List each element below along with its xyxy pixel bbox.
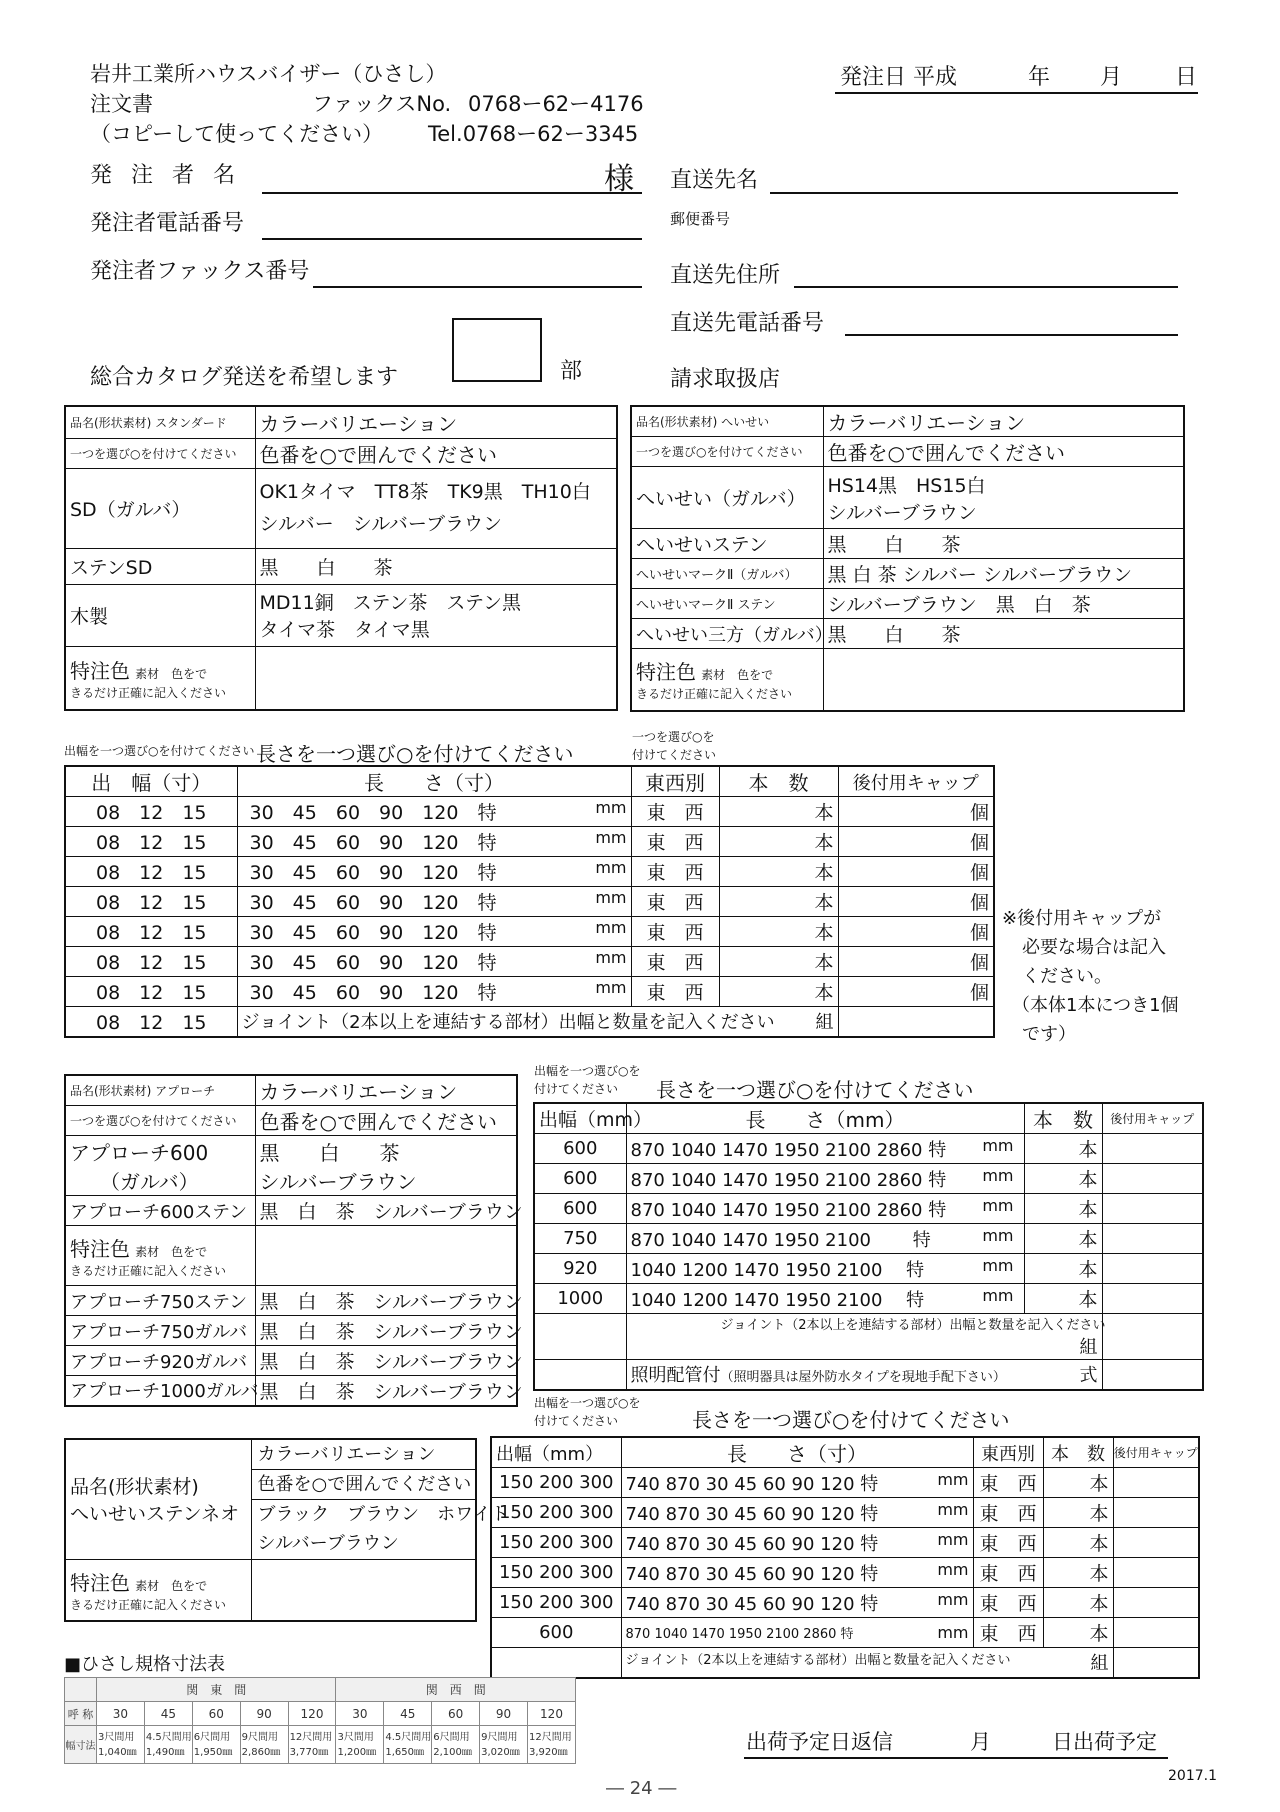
ship-month: 月 (970, 1730, 991, 1754)
ss2-length-options[interactable]: 1040 1200 1470 1950 2100 特 mm (626, 1284, 1024, 1314)
ss3-dir-options[interactable]: 東 西 (973, 1528, 1043, 1558)
ss2-cap-field[interactable] (1102, 1134, 1203, 1164)
table-row (65, 947, 994, 977)
orderer-fax-field[interactable] (313, 286, 642, 288)
ss2-cap-field[interactable] (1102, 1284, 1203, 1314)
table-row (491, 1468, 1199, 1498)
ss1-qty-field[interactable]: 本 (719, 827, 838, 857)
ss1-length-options[interactable]: 30 45 60 90 120 特 mm (237, 827, 631, 857)
neo-name: 品名(形状素材) へいせいステンネオ (65, 1439, 251, 1559)
order-month: 月 (1100, 65, 1123, 90)
table-row (491, 1528, 1199, 1558)
ss3-cap-field[interactable] (1113, 1468, 1199, 1498)
ss3-note-width1: 出幅を一つ選び○を (534, 1396, 641, 1410)
ss3-h-width: 出幅（mm） (491, 1437, 621, 1468)
ss2-length-options[interactable]: 870 1040 1470 1950 2100 2860 特 mm (626, 1134, 1024, 1164)
direct-tel-label: 直送先電話番号 (670, 311, 825, 336)
ss2-qty-field[interactable]: 本 (1024, 1224, 1102, 1254)
ss3-width-options[interactable]: 150 200 300 (491, 1468, 621, 1498)
ss2-qty-field[interactable]: 本 (1024, 1164, 1102, 1194)
ss3-row6-width[interactable]: 600 (491, 1618, 621, 1648)
table-row (65, 977, 994, 1007)
ss2-width[interactable]: 600 (534, 1164, 626, 1194)
ss1-width-options[interactable]: 08 12 15 (65, 857, 237, 887)
spec-size-cell: 4.5尺間用 1,650㎜ (384, 1726, 432, 1764)
ss2-width[interactable]: 1000 (534, 1284, 626, 1314)
ss2-note-length: 長さを一つ選び○を付けてください (656, 1078, 974, 1102)
ss2-length-options[interactable]: 870 1040 1470 1950 2100 2860 特 mm (626, 1194, 1024, 1224)
hs-special-field[interactable] (823, 649, 1184, 711)
ss1-width-options[interactable]: 08 12 15 (65, 827, 237, 857)
ss1-cap-field[interactable]: 個 (838, 857, 994, 887)
table-row (491, 1588, 1199, 1618)
version: 2017.1 (1168, 1768, 1217, 1784)
ss1-width-options[interactable]: 08 12 15 (65, 917, 237, 947)
ss1-note-dir2: 付けてください (632, 748, 717, 762)
table-row (534, 1224, 1203, 1254)
approach-table (64, 1074, 523, 1407)
ss1-dir-options[interactable]: 東 西 (631, 797, 719, 827)
std-sub-name: 一つを選び○を付けてください (65, 438, 255, 468)
spec-name-cell: 90 (240, 1702, 288, 1726)
spec-size-cell: 12尺間用 3,770㎜ (288, 1726, 336, 1764)
table-row (534, 1254, 1203, 1284)
sama-suffix: 様 (604, 162, 634, 197)
ss1-h-width: 出 幅（寸） (65, 766, 237, 797)
ss3-cap-field[interactable] (1113, 1498, 1199, 1528)
catalog-label: 総合カタログ発送を希望します (90, 365, 399, 390)
ss1-length-options[interactable]: 30 45 60 90 120 特 mm (237, 977, 631, 1007)
ss2-qty-field[interactable]: 本 (1024, 1254, 1102, 1284)
hs-hdr-name: 品名(形状素材) へいせい (631, 406, 823, 437)
ss1-h-qty: 本 数 (719, 766, 838, 797)
ss3-length-options[interactable]: 740 870 30 45 60 90 120 特 mm (621, 1558, 973, 1588)
ap-row-600[interactable]: アプローチ600 （ガルバ） (65, 1136, 255, 1196)
sunshade1-table (64, 765, 995, 1038)
spec-haba: 幅寸法 (65, 1726, 97, 1764)
orderer-tel-label: 発注者電話番号 (90, 211, 245, 236)
ss2-cap-field[interactable] (1102, 1224, 1203, 1254)
ss1-cap-field[interactable]: 個 (838, 827, 994, 857)
ss3-note-length: 長さを一つ選び○を付けてください (692, 1408, 1010, 1432)
ss1-joint-label[interactable]: ジョイント（2本以上を連結する部材）出幅と数量を記入ください 組 (237, 1007, 838, 1037)
spec-size-cell: 6尺間用 2,100㎜ (432, 1726, 480, 1764)
table-row (534, 1194, 1203, 1224)
ss1-length-options[interactable]: 30 45 60 90 120 特 mm (237, 857, 631, 887)
ss3-cap-field[interactable] (1113, 1588, 1199, 1618)
std-row-wood-colors[interactable]: MD11銅 ステン茶 ステン黒 タイマ茶 タイマ黒 (255, 584, 617, 646)
hs-sub-name: 一つを選び○を付けてください (631, 437, 823, 467)
spec-title: ■ひさし規格寸法表 (64, 1654, 226, 1675)
ss2-qty-field[interactable]: 本 (1024, 1194, 1102, 1224)
spec-kanto: 関 東 間 (97, 1678, 336, 1702)
page-number: ― 24 ― (606, 1778, 677, 1799)
ss2-h-length: 長 さ（mm） (626, 1103, 1024, 1134)
ss3-width-options[interactable]: 150 200 300 (491, 1528, 621, 1558)
ss3-h-dir: 東西別 (973, 1437, 1043, 1468)
hs-row-galva-colors[interactable]: HS14黒 HS15白 シルバーブラウン (823, 467, 1184, 529)
ap-row-600sten-colors[interactable]: 黒 白 茶 シルバーブラウン (255, 1196, 517, 1226)
hs-special: 特注色 素材 色をで きるだけ正確に記入ください (631, 649, 823, 711)
ap-row-1000galva-colors[interactable]: 黒 白 茶 シルバーブラウン (255, 1376, 517, 1406)
hs-hdr-color: カラーバリエーション (823, 406, 1184, 437)
ss2-cap-field[interactable] (1102, 1254, 1203, 1284)
table-row (491, 1558, 1199, 1588)
table-row (65, 827, 994, 857)
sunshade2-table (533, 1102, 1204, 1391)
ss1-cap-field[interactable]: 個 (838, 887, 994, 917)
orderer-tel-field[interactable] (262, 238, 642, 240)
ss1-length-options[interactable]: 30 45 60 90 120 特 mm (237, 917, 631, 947)
orderer-name-label: 発 注 者 名 (90, 163, 241, 188)
std-hdr-name: 品名(形状素材) スタンダード (65, 406, 255, 438)
ss2-note-width1: 出幅を一つ選び○を (534, 1064, 641, 1078)
ss3-width-options[interactable]: 150 200 300 (491, 1498, 621, 1528)
ss2-light-label[interactable]: 照明配管付（照明器具は屋外防水タイプを現地手配下さい） 式 (626, 1360, 1102, 1390)
std-row-stensd-colors[interactable]: 黒 白 茶 (255, 548, 617, 584)
ss3-h-qty: 本 数 (1043, 1437, 1113, 1468)
orderer-fax-label: 発注者ファックス番号 (90, 259, 310, 284)
ss3-length-options[interactable]: 740 870 30 45 60 90 120 特 mm (621, 1588, 973, 1618)
ss1-qty-field[interactable]: 本 (719, 797, 838, 827)
direct-tel-field[interactable] (845, 334, 1178, 336)
ap-row-600sten[interactable]: アプローチ600ステン (65, 1196, 255, 1226)
ap-hdr-name: 品名(形状素材) アプローチ (65, 1075, 255, 1106)
order-day: 日 (1175, 65, 1198, 90)
spec-name-cell: 120 (528, 1702, 576, 1726)
ss1-qty-field[interactable]: 本 (719, 977, 838, 1007)
ss1-length-options[interactable]: 30 45 60 90 120 特 mm (237, 947, 631, 977)
ss2-width[interactable]: 750 (534, 1224, 626, 1254)
ss3-qty-field[interactable]: 本 (1043, 1498, 1113, 1528)
ss1-dir-options[interactable]: 東 西 (631, 977, 719, 1007)
hs-row-sten[interactable]: へいせいステン (631, 529, 823, 559)
table-row (534, 1164, 1203, 1194)
spec-name-cell: 120 (288, 1702, 336, 1726)
ss3-row6-dir[interactable]: 東 西 (973, 1618, 1043, 1648)
ss1-width-options[interactable]: 08 12 15 (65, 887, 237, 917)
standard-table (64, 405, 618, 711)
ap-row-600-colors[interactable]: 黒 白 茶 シルバーブラウン (255, 1136, 517, 1196)
spec-yobi: 呼 称 (65, 1702, 97, 1726)
ss2-h-qty: 本 数 (1024, 1103, 1102, 1134)
ship-date-field[interactable] (744, 1757, 1168, 1759)
ap-row-750galva-colors[interactable]: 黒 白 茶 シルバーブラウン (255, 1316, 517, 1346)
ss1-length-options[interactable]: 30 45 60 90 120 特 mm (237, 797, 631, 827)
neo-colors[interactable]: カラーバリエーション 色番を○で囲んでください ブラック ブラウン ホワイト シルバーブラウン (251, 1439, 476, 1559)
orderer-name-field[interactable] (262, 192, 642, 194)
table-row (534, 1284, 1203, 1314)
hs-row-mark2-sten-colors[interactable]: シルバーブラウン 黒 白 茶 (823, 589, 1184, 619)
spec-name-cell: 45 (144, 1702, 192, 1726)
spec-size-cell: 3尺間用 1,040㎜ (97, 1726, 145, 1764)
ss1-note-length: 長さを一つ選び○を付けてください (256, 742, 574, 766)
tel-number: Tel.0768ー62ー3345 (428, 122, 639, 146)
direct-name-field[interactable] (770, 192, 1178, 194)
order-year: 年 (1028, 65, 1051, 90)
ss1-cap-field[interactable]: 個 (838, 797, 994, 827)
ss1-note-dir1: 一つを選び○を (632, 730, 715, 744)
std-hdr-color: カラーバリエーション (255, 406, 617, 438)
ss2-width[interactable]: 920 (534, 1254, 626, 1284)
std-row-sd[interactable]: SD（ガルバ） (65, 468, 255, 548)
copy-note: （コピーして使ってください） (90, 122, 384, 146)
ap-special: 特注色 素材 色をで きるだけ正確に記入ください (65, 1226, 255, 1286)
direct-address-label: 直送先住所 (670, 263, 781, 288)
cap-side-note: ※後付用キャップが 必要な場合は記入 ください。 （本体1本につき1個 です） (1002, 908, 1179, 1045)
catalog-qty-box[interactable] (452, 318, 542, 382)
direct-name-label: 直送先名 (670, 168, 759, 193)
table-row (65, 887, 994, 917)
ss3-qty-field[interactable]: 本 (1043, 1528, 1113, 1558)
spec-name-cell: 60 (192, 1702, 240, 1726)
spec-size-cell: 9尺間用 2,860㎜ (240, 1726, 288, 1764)
std-special-field[interactable] (255, 646, 617, 710)
ap-row-920galva[interactable]: アプローチ920ガルバ (65, 1346, 255, 1376)
ss3-qty-field[interactable]: 本 (1043, 1558, 1113, 1588)
spec-name-cell: 45 (384, 1702, 432, 1726)
std-row-sd-colors[interactable]: OK1タイマ TT8茶 TK9黒 TH10白 シルバー シルバーブラウン (255, 468, 617, 548)
order-date-label: 発注日 平成 (840, 65, 957, 90)
ss3-dir-options[interactable]: 東 西 (973, 1468, 1043, 1498)
spec-table (64, 1677, 576, 1764)
ss3-length-options[interactable]: 740 870 30 45 60 90 120 特 mm (621, 1468, 973, 1498)
spec-size-cell: 6尺間用 1,950㎜ (192, 1726, 240, 1764)
ss3-row6-qty[interactable]: 本 (1043, 1618, 1113, 1648)
std-sub-color: 色番を○で囲んでください (255, 438, 617, 468)
ss3-length-options[interactable]: 740 870 30 45 60 90 120 特 mm (621, 1528, 973, 1558)
hs-row-sanpo[interactable]: へいせい三方（ガルバ） (631, 619, 823, 649)
ss2-note-width2: 付けてください (534, 1082, 619, 1096)
hs-sub-color: 色番を○で囲んでください (823, 437, 1184, 467)
ss1-qty-field[interactable]: 本 (719, 947, 838, 977)
ss2-cap-field[interactable] (1102, 1164, 1203, 1194)
ss2-h-cap: 後付用キャップ (1102, 1103, 1203, 1134)
ss1-dir-options[interactable]: 東 西 (631, 887, 719, 917)
ss2-length-options[interactable]: 1040 1200 1470 1950 2100 特 mm (626, 1254, 1024, 1284)
ss3-dir-options[interactable]: 東 西 (973, 1588, 1043, 1618)
ss1-width-options[interactable]: 08 12 15 (65, 947, 237, 977)
spec-size-cell: 3尺間用 1,200㎜ (336, 1726, 384, 1764)
spec-name-cell: 60 (432, 1702, 480, 1726)
ship-label: 出荷予定日返信 (746, 1730, 893, 1754)
hs-row-sten-colors[interactable]: 黒 白 茶 (823, 529, 1184, 559)
table-row (491, 1498, 1199, 1528)
ss3-dir-options[interactable]: 東 西 (973, 1498, 1043, 1528)
spec-size-cell: 12尺間用 3,920㎜ (528, 1726, 576, 1764)
catalog-bu: 部 (560, 359, 583, 384)
ss1-cap-field[interactable]: 個 (838, 917, 994, 947)
ss1-dir-options[interactable]: 東 西 (631, 917, 719, 947)
table-row (65, 917, 994, 947)
hs-row-mark2-galva-colors[interactable]: 黒 白 茶 シルバー シルバーブラウン (823, 559, 1184, 589)
hs-row-galva[interactable]: へいせい（ガルバ） (631, 467, 823, 529)
ss1-joint-widths[interactable]: 08 12 15 (65, 1007, 237, 1037)
ss3-width-options[interactable]: 150 200 300 (491, 1558, 621, 1588)
direct-address-field[interactable] (794, 286, 1178, 288)
spec-name-cell: 30 (336, 1702, 384, 1726)
ss2-width[interactable]: 600 (534, 1134, 626, 1164)
sunshade3-table (490, 1436, 1200, 1679)
ap-row-1000galva[interactable]: アプローチ1000ガルバ (65, 1376, 255, 1406)
ss1-dir-options[interactable]: 東 西 (631, 947, 719, 977)
std-special: 特注色 素材 色をで きるだけ正確に記入ください (65, 646, 255, 710)
ap-sub-color: 色番を○で囲んでください (255, 1106, 517, 1136)
ap-row-750galva[interactable]: アプローチ750ガルバ (65, 1316, 255, 1346)
table-row (65, 857, 994, 887)
ap-row-750sten-colors[interactable]: 黒 白 茶 シルバーブラウン (255, 1286, 517, 1316)
ss1-h-dir: 東西別 (631, 766, 719, 797)
hs-row-mark2-galva[interactable]: へいせいマークⅡ（ガルバ） (631, 559, 823, 589)
std-row-stensd[interactable]: ステンSD (65, 548, 255, 584)
ap-hdr-color: カラーバリエーション (255, 1075, 517, 1106)
ss1-cap-field[interactable]: 個 (838, 977, 994, 1007)
ss1-note-width: 出幅を一つ選び○を付けてください (64, 744, 255, 758)
ss1-h-cap: 後付用キャップ (838, 766, 994, 797)
ss2-width[interactable]: 600 (534, 1194, 626, 1224)
ss2-qty-field[interactable]: 本 (1024, 1134, 1102, 1164)
company-name: 岩井工業所ハウスバイザー（ひさし） (90, 62, 447, 86)
ss1-qty-field[interactable]: 本 (719, 887, 838, 917)
ss1-qty-field[interactable]: 本 (719, 857, 838, 887)
ss3-cap-field[interactable] (1113, 1558, 1199, 1588)
ss2-length-options[interactable]: 870 1040 1470 1950 2100 特 mm (626, 1224, 1024, 1254)
spec-size-cell: 4.5尺間用 1,490㎜ (144, 1726, 192, 1764)
ss2-h-width: 出幅（mm） (534, 1103, 626, 1134)
neo-special: 特注色 素材 色をで きるだけ正確に記入ください (65, 1559, 251, 1621)
neo-special-field[interactable] (251, 1559, 476, 1621)
ss3-length-options[interactable]: 740 870 30 45 60 90 120 特 mm (621, 1498, 973, 1528)
table-row (534, 1134, 1203, 1164)
ss1-h-length: 長 さ（寸） (237, 766, 631, 797)
ss3-h-cap: 後付用キャップ (1113, 1437, 1199, 1468)
ss3-row6-cap[interactable] (1113, 1618, 1199, 1648)
ss2-joint-label[interactable]: ジョイント（2本以上を連結する部材）出幅と数量を記入ください 組 (626, 1314, 1102, 1360)
spec-name-cell: 90 (480, 1702, 528, 1726)
ss1-qty-field[interactable]: 本 (719, 917, 838, 947)
neo-table (64, 1438, 509, 1622)
fax-number: 0768ー62ー4176 (468, 92, 644, 116)
ss3-row6-length[interactable]: 870 1040 1470 1950 2100 2860 特 mm (621, 1618, 973, 1648)
ss3-h-length: 長 さ（寸） (621, 1437, 973, 1468)
ss1-dir-options[interactable]: 東 西 (631, 827, 719, 857)
ss3-joint-label[interactable]: ジョイント（2本以上を連結する部材）出幅と数量を記入ください 組 (621, 1648, 1113, 1678)
ap-row-920galva-colors[interactable]: 黒 白 茶 シルバーブラウン (255, 1346, 517, 1376)
heisei-table (630, 405, 1185, 712)
hs-row-mark2-sten[interactable]: へいせいマークⅡ ステン (631, 589, 823, 619)
ss3-width-options[interactable]: 150 200 300 (491, 1588, 621, 1618)
ap-sub-name: 一つを選び○を付けてください (65, 1106, 255, 1136)
spec-name-cell: 30 (97, 1702, 145, 1726)
spec-kansai: 関 西 間 (336, 1678, 576, 1702)
std-row-wood[interactable]: 木製 (65, 584, 255, 646)
ss1-length-options[interactable]: 30 45 60 90 120 特 mm (237, 887, 631, 917)
ss1-cap-field[interactable]: 個 (838, 947, 994, 977)
hs-row-sanpo-colors[interactable]: 黒 白 茶 (823, 619, 1184, 649)
fax-label: ファックスNo. (312, 92, 452, 116)
ss2-cap-field[interactable] (1102, 1194, 1203, 1224)
ss1-width-options[interactable]: 08 12 15 (65, 977, 237, 1007)
spec-size-cell: 9尺間用 3,020㎜ (480, 1726, 528, 1764)
ss2-qty-field[interactable]: 本 (1024, 1284, 1102, 1314)
ss3-dir-options[interactable]: 東 西 (973, 1558, 1043, 1588)
ss1-dir-options[interactable]: 東 西 (631, 857, 719, 887)
doc-title: 注文書 (90, 92, 153, 116)
table-row (65, 797, 994, 827)
ship-day: 日出荷予定 (1052, 1730, 1157, 1754)
postal-label: 郵便番号 (670, 210, 731, 228)
ap-row-750sten[interactable]: アプローチ750ステン (65, 1286, 255, 1316)
ss3-cap-field[interactable] (1113, 1528, 1199, 1558)
ss3-qty-field[interactable]: 本 (1043, 1468, 1113, 1498)
ss3-qty-field[interactable]: 本 (1043, 1588, 1113, 1618)
ss2-length-options[interactable]: 870 1040 1470 1950 2100 2860 特 mm (626, 1164, 1024, 1194)
billing-label: 請求取扱店 (670, 367, 781, 392)
ap-special-field[interactable] (255, 1226, 517, 1286)
ss3-note-width2: 付けてください (534, 1414, 619, 1428)
ss1-width-options[interactable]: 08 12 15 (65, 797, 237, 827)
